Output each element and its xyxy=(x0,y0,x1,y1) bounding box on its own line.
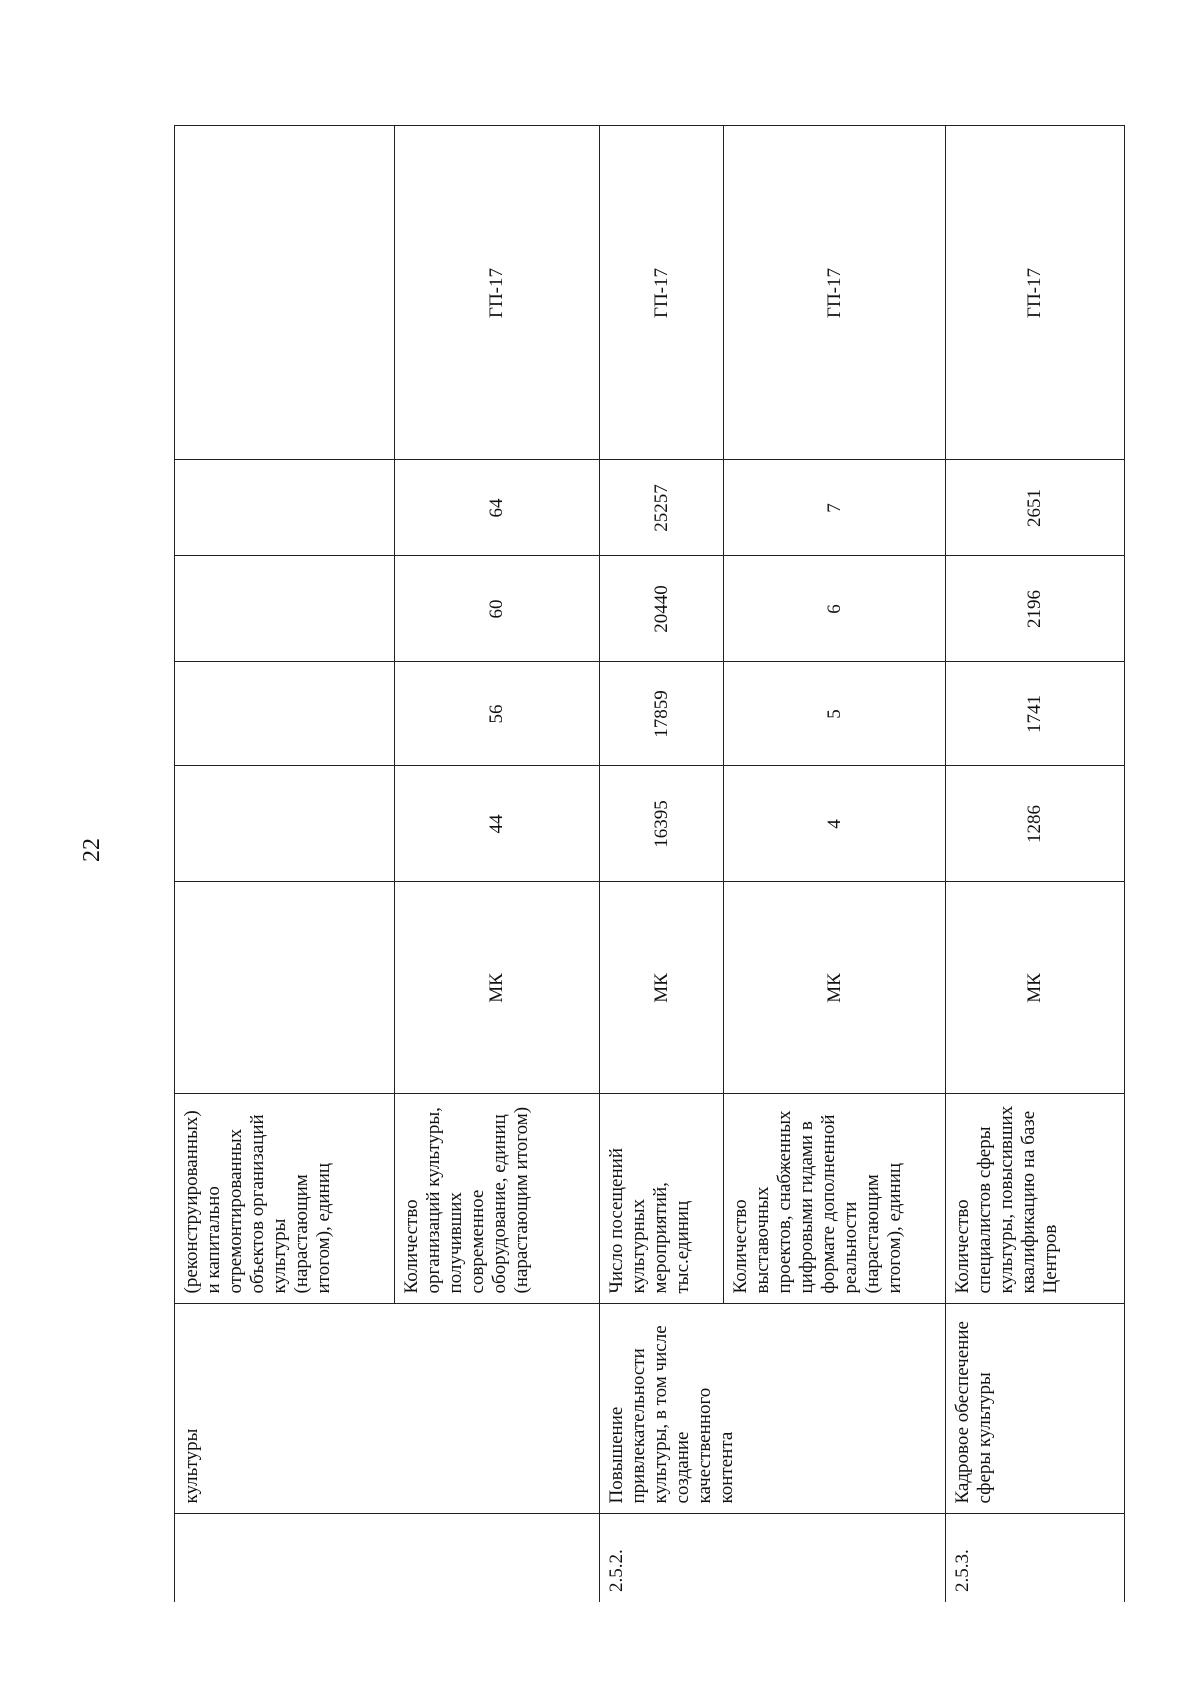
cell-value-2024: 64 xyxy=(395,460,600,556)
cell-value-2023: 6 xyxy=(724,556,946,662)
cell-value-2022: 1741 xyxy=(946,662,1125,766)
cell-indicator: Количество организаций культуры, получивших современное оборудование, единиц (нарастающим итогом) xyxy=(395,1094,600,1304)
table-row-continued xyxy=(175,126,395,1602)
indicators-table xyxy=(174,126,1125,1603)
cell-indicator: Число посещений культурных мероприятий, тыс.единиц xyxy=(600,1094,724,1304)
cell-task-continued: культуры xyxy=(175,1304,600,1514)
cell-responsible: МК xyxy=(600,882,724,1094)
cell-value-2021: 16395 xyxy=(600,766,724,882)
cell-indicator-continued: (реконструированных) и капитально отремонтированных объектов организаций культуры (нарастающим итогом), единиц xyxy=(175,1094,395,1304)
cell-num-continued xyxy=(175,1514,600,1602)
table-row xyxy=(600,126,724,1602)
cell-indicator: Количество специалистов сферы культуры, повысивших квалификацию на базе Центров xyxy=(946,1094,1125,1304)
table-row xyxy=(946,126,1125,1602)
cell-source: ГП-17 xyxy=(724,126,946,460)
cell-source: ГП-17 xyxy=(946,126,1125,460)
cell-task: Кадровое обеспечение сферы культуры xyxy=(946,1304,1125,1514)
cell-value-continued-4 xyxy=(175,460,395,556)
cell-task: Повышение привлекательности культуры, в том числе создание качественного контента xyxy=(600,1304,946,1514)
cell-source: ГП-17 xyxy=(600,126,724,460)
cell-responsible: МК xyxy=(724,882,946,1094)
cell-indicator: Количество выставочных проектов, снабженных цифровыми гидами в формате дополненной реальности (нарастающим итогом), единиц xyxy=(724,1094,946,1304)
cell-value-continued-2 xyxy=(175,662,395,766)
cell-source: ГП-17 xyxy=(395,126,600,460)
cell-value-2022: 56 xyxy=(395,662,600,766)
cell-num: 2.5.3. xyxy=(946,1514,1125,1602)
cell-value-2021: 4 xyxy=(724,766,946,882)
cell-num: 2.5.2. xyxy=(600,1514,946,1602)
cell-value-2022: 17859 xyxy=(600,662,724,766)
cell-value-2024: 2651 xyxy=(946,460,1125,556)
cell-value-continued-3 xyxy=(175,556,395,662)
cell-source-continued xyxy=(175,126,395,460)
cell-value-2021: 44 xyxy=(395,766,600,882)
cell-value-2024: 25257 xyxy=(600,460,724,556)
table-frame xyxy=(174,126,1124,1602)
cell-responsible-continued xyxy=(175,882,395,1094)
cell-value-2021: 1286 xyxy=(946,766,1125,882)
cell-responsible: МК xyxy=(395,882,600,1094)
rotated-table-wrapper xyxy=(174,126,1124,1602)
cell-value-2024: 7 xyxy=(724,460,946,556)
cell-value-continued-1 xyxy=(175,766,395,882)
cell-value-2022: 5 xyxy=(724,662,946,766)
cell-responsible: МК xyxy=(946,882,1125,1094)
cell-value-2023: 60 xyxy=(395,556,600,662)
page-number: 22 xyxy=(79,838,105,862)
cell-value-2023: 20440 xyxy=(600,556,724,662)
cell-value-2023: 2196 xyxy=(946,556,1125,662)
